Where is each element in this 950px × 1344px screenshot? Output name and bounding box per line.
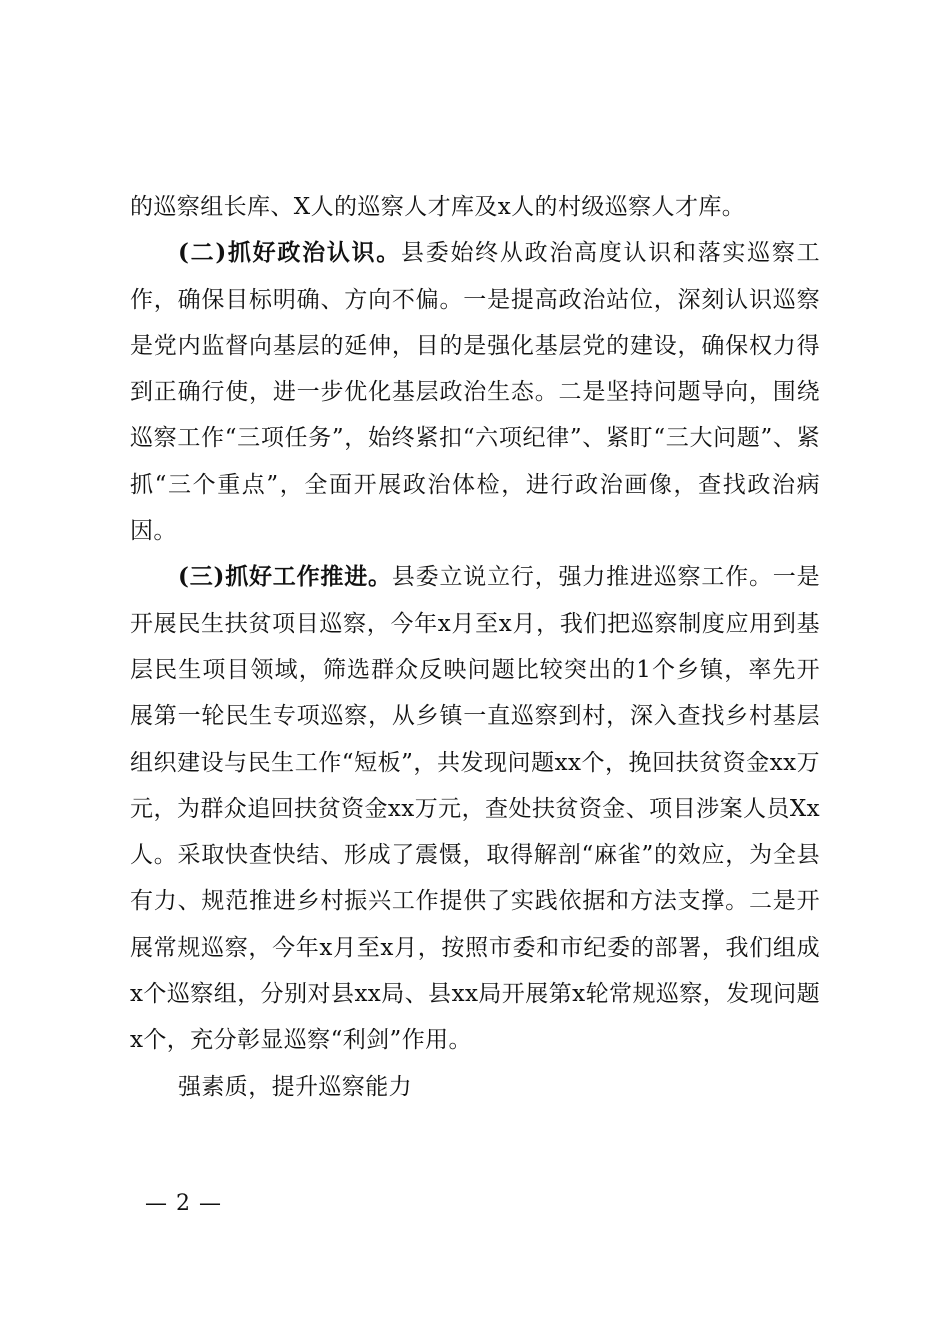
page-number: — 2 — — [145, 1191, 222, 1216]
paragraph-work-progress — [130, 554, 820, 1063]
section-heading-2: (二)抓好政治认识。 — [178, 239, 402, 267]
document-body — [130, 184, 820, 1110]
paragraph-political-awareness — [130, 230, 820, 554]
paragraph-continuation — [130, 184, 820, 230]
subheading-strengthen-quality — [130, 1064, 820, 1110]
section-heading-3: (三)抓好工作推进。 — [178, 563, 392, 591]
paragraph-text: 的巡察组长库、X人的巡察人才库及x人的村级巡察人才库。 — [130, 194, 746, 220]
paragraph-text: 强素质，提升巡察能力 — [178, 1073, 412, 1100]
paragraph-text: 县委立说立行，强力推进巡察工作。一是开展民生扶贫项目巡察，今年x月至x月，我们把巡察制度应用到基层民生项目领域，筛选群众反映问题比较突出的1个乡镇，率先开展第一轮民生专项巡察，从乡镇一直巡察到村，深入查找乡村基层组织建设与民生工作“短板”，共发现问题xx个，挽回扶贫资金xx万元，为群众追回扶贫资金xx万元，查处扶贫资金、项目涉案人员Xx人。采取快查快结、形成了震慑，取得解剖“麻雀”的效应，为全县有力、规范推进乡村振兴工作提供了实践依据和方法支撑。二是开展常规巡察，今年x月至x月，按照市委和市纪委的部署，我们组成x个巡察组，分别对县xx局、县xx局开展第x轮常规巡察，发现问题x个，充分彰显巡察“利剑”作用。 — [130, 564, 821, 1054]
paragraph-text: 县委始终从政治高度认识和落实巡察工作，确保目标明确、方向不偏。一是提高政治站位，深刻认识巡察是党内监督向基层的延伸，目的是强化基层党的建设，确保权力得到正确行使，进一步优化基层政治生态。二是坚持问题导向，围绕巡察工作“三项任务”，始终紧扣“六项纪律”、紧盯“三大问题”、紧抓“三个重点”，全面开展政治体检，进行政治画像，查找政治病因。 — [130, 240, 820, 545]
